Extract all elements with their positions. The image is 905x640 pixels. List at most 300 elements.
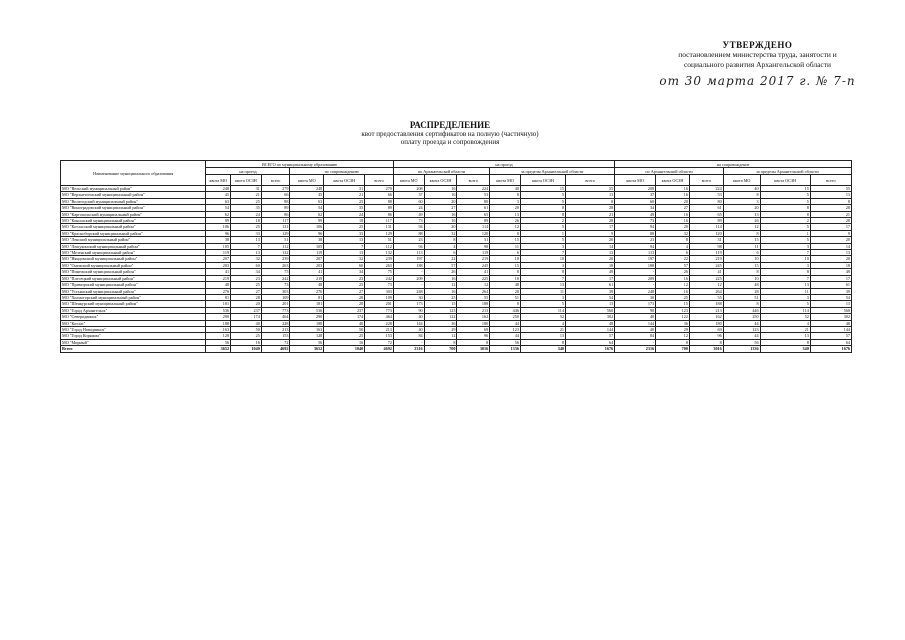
value-cell: 18 xyxy=(231,218,262,224)
municipality-name-cell: МО "Красноборский муниципальный район" xyxy=(61,230,206,236)
value-cell: 446 xyxy=(490,307,521,313)
value-cell: 105 xyxy=(206,243,231,249)
value-cell: 96 xyxy=(457,333,490,339)
value-cell: 203 xyxy=(206,262,231,268)
value-cell: 38 xyxy=(206,237,231,243)
value-cell: 48 xyxy=(490,282,521,288)
value-cell: 21 xyxy=(324,192,365,198)
municipality-name-cell: МО "Устьянский муниципальный район" xyxy=(61,288,206,294)
value-cell: 28 xyxy=(723,288,760,294)
value-cell: 123 xyxy=(723,326,760,332)
value-cell: 8 xyxy=(760,205,810,211)
value-cell: 49 xyxy=(566,269,615,275)
value-cell: 84 xyxy=(615,333,656,339)
value-cell: 15 xyxy=(723,262,760,268)
value-cell: 25 xyxy=(324,333,365,339)
value-cell: 54 xyxy=(290,205,324,211)
value-cell: 11 xyxy=(760,288,810,294)
approval-line-2: социального развития Архангельской области xyxy=(683,60,832,69)
value-cell: 99 xyxy=(206,218,231,224)
header-group-all: ВСЕГО по муниципальному образованию xyxy=(206,161,393,168)
value-cell: 32 xyxy=(324,256,365,262)
value-cell: 65 xyxy=(457,211,490,217)
value-cell: 48 xyxy=(723,282,760,288)
value-cell: 279 xyxy=(365,186,394,192)
municipality-name-cell: МО "Приморский муниципальный район" xyxy=(61,282,206,288)
value-cell: 15 xyxy=(424,301,457,307)
value-cell: 96 xyxy=(689,333,723,339)
value-cell: 2316 xyxy=(393,346,424,352)
value-cell: 8 xyxy=(810,198,851,204)
value-cell: 40 xyxy=(324,320,365,326)
value-cell: 56 xyxy=(723,339,760,345)
value-cell: 55 xyxy=(689,294,723,300)
value-cell: 13 xyxy=(324,250,365,256)
value-cell: 36 xyxy=(656,320,690,326)
header-municipality: Наименование муниципального образования xyxy=(61,161,206,186)
municipality-name-cell: МО "Каргопольский муниципальный район" xyxy=(61,211,206,217)
value-cell: 188 xyxy=(615,262,656,268)
value-cell: 57 xyxy=(566,333,615,339)
value-cell: 106 xyxy=(290,224,324,230)
header-kvota-mo: квота МО xyxy=(206,175,231,186)
value-cell: 8 xyxy=(723,269,760,275)
value-cell: 213 xyxy=(689,307,723,313)
header-travel-in-region: по Архангельской области xyxy=(393,168,489,175)
value-cell: 20 xyxy=(723,205,760,211)
value-cell: 94 xyxy=(615,224,656,230)
value-cell: 57 xyxy=(810,333,851,339)
value-cell: 213 xyxy=(457,307,490,313)
document-subtitle-2: оплату проезда и сопровождения xyxy=(400,138,500,146)
value-cell: 188 xyxy=(290,320,324,326)
value-cell: 180 xyxy=(457,320,490,326)
value-cell: 6 xyxy=(656,250,690,256)
value-cell: 13 xyxy=(324,237,365,243)
value-cell: 32 xyxy=(656,230,690,236)
value-cell: 41 xyxy=(689,269,723,275)
value-cell: 1040 xyxy=(324,346,365,352)
value-cell: 250 xyxy=(723,314,760,320)
value-cell: 20 xyxy=(424,198,457,204)
value-cell: 11 xyxy=(520,288,565,294)
value-cell: 181 xyxy=(290,301,324,307)
value-cell: 21 xyxy=(231,192,262,198)
value-cell: 18 xyxy=(810,262,851,268)
value-cell: 3 xyxy=(520,294,565,300)
value-cell: 13 xyxy=(760,282,810,288)
value-cell: 5 xyxy=(760,198,810,204)
value-cell: 63 xyxy=(206,198,231,204)
value-cell: 5 xyxy=(520,198,565,204)
approval-stamp xyxy=(655,40,860,86)
value-cell: 89 xyxy=(457,218,490,224)
value-cell: 28 xyxy=(566,218,615,224)
value-cell: 464 xyxy=(261,314,290,320)
value-cell: 88 xyxy=(261,198,290,204)
value-cell: 219 xyxy=(689,256,723,262)
value-cell: 22 xyxy=(424,256,457,262)
value-cell: 13 xyxy=(231,250,262,256)
value-cell: 94 xyxy=(393,224,424,230)
value-cell: 173 xyxy=(393,301,424,307)
value-cell: 13 xyxy=(490,211,521,217)
value-cell: 15 xyxy=(520,186,565,192)
value-cell: 113 xyxy=(393,250,424,256)
value-cell: 12 xyxy=(656,333,690,339)
value-cell: 90 xyxy=(393,307,424,313)
value-cell: 10 xyxy=(723,256,760,262)
municipality-name-cell: МО "Город Архангельск" xyxy=(61,307,206,313)
value-cell: 12 xyxy=(424,282,457,288)
value-cell: 16 xyxy=(424,288,457,294)
value-cell: 245 xyxy=(457,262,490,268)
value-cell: 560 xyxy=(566,307,615,313)
value-cell: 302 xyxy=(566,314,615,320)
value-cell: 1 xyxy=(520,230,565,236)
value-cell: 3 xyxy=(490,198,521,204)
value-cell: 163 xyxy=(206,326,231,332)
header-total: всего xyxy=(810,175,851,186)
value-cell: 188 xyxy=(393,262,424,268)
value-cell: 224 xyxy=(689,186,723,192)
value-cell: 20 xyxy=(490,205,521,211)
value-cell: 197 xyxy=(615,256,656,262)
value-cell: 44 xyxy=(723,320,760,326)
value-cell: 5 xyxy=(760,237,810,243)
value-cell: 28 xyxy=(810,205,851,211)
value-cell: 40 xyxy=(490,186,521,192)
value-cell: 117 xyxy=(365,218,394,224)
value-cell: 80 xyxy=(689,198,723,204)
value-cell: 5 xyxy=(760,301,810,307)
value-cell: 4 xyxy=(424,243,457,249)
value-cell: 41 xyxy=(290,269,324,275)
value-cell: 4 xyxy=(760,320,810,326)
value-cell: 26 xyxy=(490,218,521,224)
value-cell: 96 xyxy=(206,230,231,236)
value-cell: 60 xyxy=(393,198,424,204)
value-cell: - xyxy=(393,282,424,288)
value-cell: 250 xyxy=(490,314,521,320)
value-cell: 16 xyxy=(424,186,457,192)
value-cell: 57 xyxy=(424,262,457,268)
value-cell: 8 xyxy=(760,269,810,275)
value-cell: 31 xyxy=(689,237,723,243)
value-cell: 114 xyxy=(689,224,723,230)
value-cell: 4692 xyxy=(261,346,290,352)
value-cell: 41 xyxy=(206,269,231,275)
value-cell: 773 xyxy=(261,307,290,313)
value-cell: 119 xyxy=(457,250,490,256)
table-total-row xyxy=(61,346,852,352)
value-cell: 90 xyxy=(615,307,656,313)
value-cell: 31 xyxy=(457,237,490,243)
value-cell: 13 xyxy=(810,192,851,198)
value-cell: 8 xyxy=(656,237,690,243)
value-cell: 37 xyxy=(615,192,656,198)
value-cell: 8 xyxy=(424,339,457,345)
value-cell: 20 xyxy=(566,256,615,262)
value-cell: 129 xyxy=(261,230,290,236)
value-cell: 37 xyxy=(393,192,424,198)
value-cell: 144 xyxy=(566,326,615,332)
value-cell: 8 xyxy=(656,339,690,345)
value-cell: 61 xyxy=(689,205,723,211)
header-kvota-oszn: квота ОСЗН xyxy=(324,175,365,186)
value-cell: 290 xyxy=(206,314,231,320)
value-cell: - xyxy=(615,282,656,288)
value-cell: 3 xyxy=(520,243,565,249)
table-body xyxy=(61,186,852,353)
value-cell: 174 xyxy=(324,314,365,320)
value-cell: - xyxy=(615,269,656,275)
value-cell: 32 xyxy=(231,256,262,262)
value-cell: 57 xyxy=(656,262,690,268)
value-cell: 15 xyxy=(490,237,521,243)
value-cell: 114 xyxy=(520,307,565,313)
value-cell: 9 xyxy=(566,230,615,236)
value-cell: 248 xyxy=(393,288,424,294)
value-cell: 48 xyxy=(566,320,615,326)
value-cell: 20 xyxy=(656,224,690,230)
value-cell: 73 xyxy=(261,282,290,288)
value-cell: 60 xyxy=(615,198,656,204)
value-cell: 26 xyxy=(424,269,457,275)
value-cell: - xyxy=(393,339,424,345)
header-kvota-mo: квота МО xyxy=(615,175,656,186)
value-cell: 51 xyxy=(261,237,290,243)
value-cell: 10 xyxy=(520,256,565,262)
value-cell: 60 xyxy=(231,262,262,268)
value-cell: 61 xyxy=(457,205,490,211)
value-cell: 5 xyxy=(520,237,565,243)
header-total: всего xyxy=(261,175,290,186)
value-cell: 197 xyxy=(393,256,424,262)
value-cell: 208 xyxy=(393,186,424,192)
header-kvota-mo: квота МО xyxy=(723,175,760,186)
value-cell: 26 xyxy=(656,269,690,275)
municipality-name-cell: МО "Пинежский муниципальный район" xyxy=(61,269,206,275)
value-cell: 45 xyxy=(206,192,231,198)
value-cell: 89 xyxy=(261,205,290,211)
value-cell: 10 xyxy=(723,275,760,281)
value-cell: 17 xyxy=(566,224,615,230)
value-cell: 20 xyxy=(424,224,457,230)
value-cell: 3016 xyxy=(689,346,723,352)
value-cell: 15 xyxy=(723,237,760,243)
value-cell: 14 xyxy=(566,243,615,249)
value-cell: 21 xyxy=(520,326,565,332)
value-cell: 276 xyxy=(290,288,324,294)
value-cell: 51 xyxy=(365,237,394,243)
value-cell: 560 xyxy=(810,307,851,313)
value-cell: 13 xyxy=(760,333,810,339)
value-cell: 65 xyxy=(689,211,723,217)
value-cell: 23 xyxy=(615,237,656,243)
header-escort-in-region: по Архангельской области xyxy=(615,168,724,175)
value-cell: 39 xyxy=(810,288,851,294)
value-cell: 188 xyxy=(689,301,723,307)
value-cell: 248 xyxy=(615,288,656,294)
value-cell: 28 xyxy=(231,294,262,300)
value-cell: 12 xyxy=(490,224,521,230)
value-cell: 33 xyxy=(231,230,262,236)
value-cell: 5 xyxy=(520,224,565,230)
value-cell: 23 xyxy=(393,237,424,243)
municipality-name-cell: МО "Вилегодский муниципальный район" xyxy=(61,198,206,204)
value-cell: 114 xyxy=(457,224,490,230)
value-cell: 61 xyxy=(566,282,615,288)
value-cell: 24 xyxy=(231,211,262,217)
value-cell: 41 xyxy=(457,269,490,275)
value-cell: 132 xyxy=(365,250,394,256)
header-kvota-oszn: квота ОСЗН xyxy=(520,175,565,186)
value-cell: 25 xyxy=(656,294,690,300)
value-cell: 128 xyxy=(206,333,231,339)
value-cell: 32 xyxy=(424,230,457,236)
value-cell: 36 xyxy=(424,320,457,326)
value-cell: 44 xyxy=(490,320,521,326)
value-cell: 72 xyxy=(365,339,394,345)
value-cell: 98 xyxy=(457,243,490,249)
value-cell: 131 xyxy=(261,224,290,230)
value-cell: 16 xyxy=(424,211,457,217)
value-cell: 40 xyxy=(615,326,656,332)
value-cell: 75 xyxy=(261,269,290,275)
value-cell: 7 xyxy=(520,250,565,256)
value-cell: 15 xyxy=(656,301,690,307)
value-cell: 162 xyxy=(689,314,723,320)
header-kvota-mo: квота МО xyxy=(393,175,424,186)
value-cell: 23 xyxy=(231,275,262,281)
value-cell: 163 xyxy=(290,326,324,332)
municipality-name-cell: МО "Верхнетоемский муниципальный район" xyxy=(61,192,206,198)
value-cell: 302 xyxy=(810,314,851,320)
municipality-name-cell: МО "Холмогорский муниципальный район" xyxy=(61,294,206,300)
value-cell: 248 xyxy=(290,186,324,192)
header-kvota-mo: квота МО xyxy=(290,175,324,186)
value-cell: 72 xyxy=(261,339,290,345)
value-cell: 34 xyxy=(231,269,262,275)
value-cell: 263 xyxy=(365,262,394,268)
value-cell: 119 xyxy=(206,250,231,256)
municipality-name-cell: МО "Вельский муниципальный район" xyxy=(61,186,206,192)
value-cell: 773 xyxy=(365,307,394,313)
value-cell: 55 xyxy=(566,186,615,192)
value-cell: 34 xyxy=(324,269,365,275)
value-cell: 20 xyxy=(566,237,615,243)
value-cell: 446 xyxy=(723,307,760,313)
value-cell: 40 xyxy=(393,314,424,320)
value-cell: 20 xyxy=(656,198,690,204)
header-sub-travel: на проезд xyxy=(206,168,290,175)
value-cell: 30 xyxy=(393,294,424,300)
value-cell: 86 xyxy=(261,211,290,217)
value-cell: 35 xyxy=(231,205,262,211)
value-cell: 44 xyxy=(723,333,760,339)
municipality-name-cell: МО "Онежский муниципальный район" xyxy=(61,262,206,268)
value-cell: 112 xyxy=(261,243,290,249)
value-cell: 225 xyxy=(689,275,723,281)
value-cell: 219 xyxy=(290,275,324,281)
value-cell: 6 xyxy=(723,250,760,256)
value-cell: 2316 xyxy=(615,346,656,352)
value-cell: 3 xyxy=(760,243,810,249)
value-cell: 12 xyxy=(424,333,457,339)
value-cell: 181 xyxy=(206,301,231,307)
value-cell: 8 xyxy=(723,230,760,236)
value-cell: 7 xyxy=(760,275,810,281)
value-cell: 12 xyxy=(723,224,760,230)
value-cell: 209 xyxy=(393,275,424,281)
municipality-name-cell: МО "Мирный" xyxy=(61,339,206,345)
value-cell: 109 xyxy=(261,294,290,300)
value-cell: 237 xyxy=(231,307,262,313)
value-cell: 11 xyxy=(723,243,760,249)
value-cell: 88 xyxy=(365,198,394,204)
value-cell: 52 xyxy=(520,314,565,320)
value-cell: 8 xyxy=(520,205,565,211)
value-cell: 112 xyxy=(365,243,394,249)
value-cell: 56 xyxy=(490,339,521,345)
value-cell: 39 xyxy=(566,288,615,294)
value-cell: 132 xyxy=(261,250,290,256)
municipality-name-cell: МО "Виноградовский муниципальный район" xyxy=(61,205,206,211)
value-cell: 245 xyxy=(689,262,723,268)
value-cell: 40 xyxy=(723,186,760,192)
value-cell: 207 xyxy=(290,256,324,262)
value-cell: 213 xyxy=(261,326,290,332)
value-cell: 17 xyxy=(566,275,615,281)
value-cell: 340 xyxy=(760,346,810,352)
value-cell: 188 xyxy=(206,320,231,326)
value-cell: 66 xyxy=(261,192,290,198)
distribution-table xyxy=(60,160,852,353)
value-cell: 1336 xyxy=(490,346,521,352)
municipality-name-cell: МО "Северодвинск" xyxy=(61,314,206,320)
value-cell: 10 xyxy=(760,256,810,262)
value-cell: 1040 xyxy=(231,346,262,352)
header-total: всего xyxy=(566,175,615,186)
value-cell: 3 xyxy=(760,294,810,300)
value-cell: 48 xyxy=(290,282,324,288)
header-travel-out-region: за пределы Архангельской области xyxy=(490,168,615,175)
value-cell: 13 xyxy=(810,301,851,307)
value-cell: 48 xyxy=(810,320,851,326)
value-cell: 117 xyxy=(261,218,290,224)
value-cell: 3 xyxy=(520,262,565,268)
value-cell: 8 xyxy=(424,237,457,243)
value-cell: 81 xyxy=(206,294,231,300)
value-cell: 201 xyxy=(261,301,290,307)
value-cell: 12 xyxy=(656,282,690,288)
value-cell: 5 xyxy=(520,301,565,307)
value-cell: 8 xyxy=(723,301,760,307)
value-cell: 81 xyxy=(290,294,324,300)
value-cell: 56 xyxy=(290,339,324,345)
header-group-escort: на сопровождение xyxy=(615,161,852,168)
value-cell: 66 xyxy=(365,192,394,198)
document-title-block xyxy=(300,121,600,147)
value-cell: 62 xyxy=(290,211,324,217)
value-cell: 21 xyxy=(760,326,810,332)
value-cell: 224 xyxy=(457,186,490,192)
value-cell: 8 xyxy=(689,339,723,345)
value-cell: 6 xyxy=(424,250,457,256)
value-cell: 24 xyxy=(324,211,365,217)
value-cell: 13 xyxy=(723,211,760,217)
